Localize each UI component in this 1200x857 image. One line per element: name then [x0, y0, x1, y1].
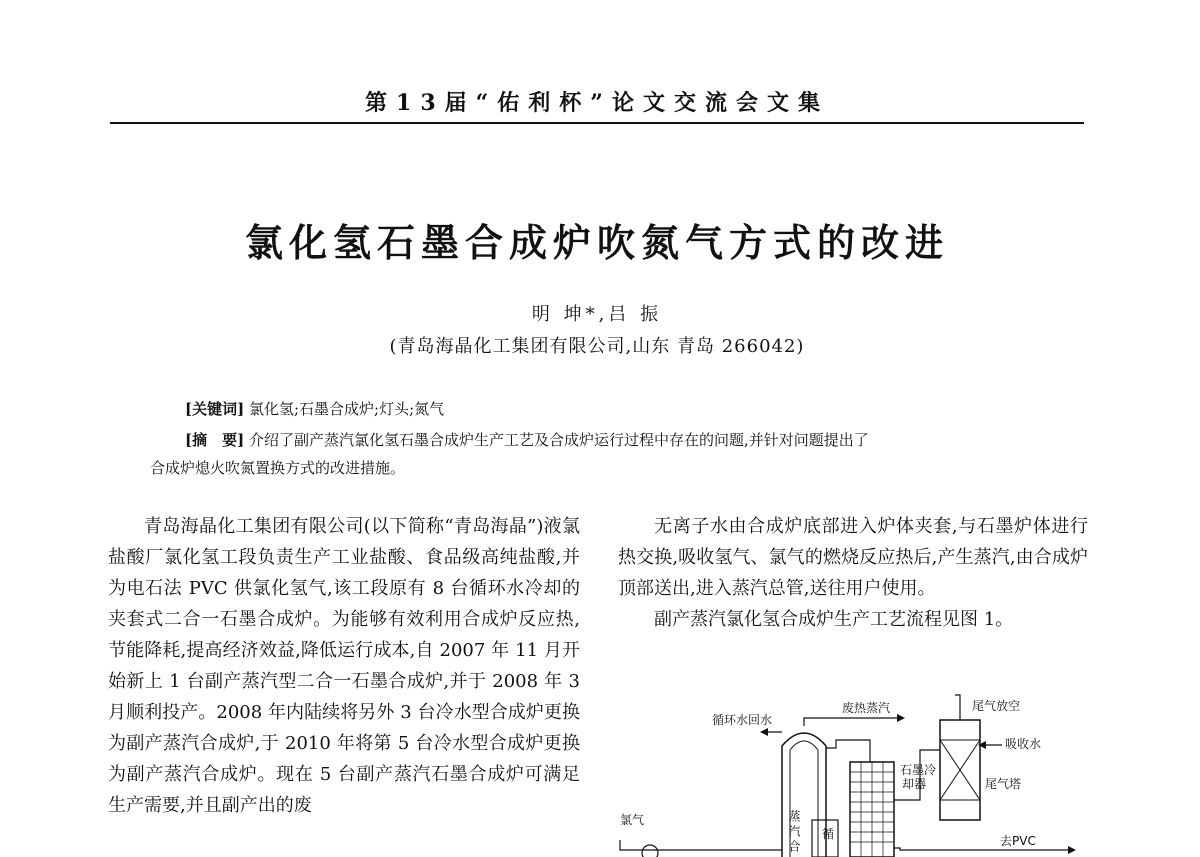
label-tail-gas-tower: 尾气塔 — [985, 777, 1022, 791]
right-paragraph-2: 副产蒸汽氯化氢合成炉生产工艺流程见图 1。 — [654, 609, 1014, 630]
right-paragraph-1: 无离子水由合成炉底部进入炉体夹套,与石墨炉体进行热交换,吸收氢气、氯气的燃烧反应热后,产生蒸汽,由合成炉顶部送出,进入蒸汽总管,送往用户使用。 — [618, 516, 1088, 599]
label-absorption-water: 吸收水 — [1005, 737, 1042, 751]
chlorine-valve — [642, 845, 658, 857]
article-title: 氯化氢石墨合成炉吹氮气方式的改进 — [244, 220, 949, 265]
label-graphite-cooler-2: 却器 — [902, 777, 927, 791]
steam-arrow — [897, 714, 905, 722]
water-return-arrow — [760, 728, 768, 736]
running-head: 第13届“佑利杯”论文交流会文集 — [365, 90, 829, 116]
label-waste-heat-steam: 废热蒸汽 — [842, 701, 891, 715]
label-chlorine: 氯气 — [620, 813, 645, 827]
gas-line — [826, 740, 870, 762]
abstract-line-1 — [185, 429, 869, 450]
process-flow-diagram — [600, 690, 1100, 857]
abstract-label: [摘 要] — [185, 431, 245, 449]
label-graphite-cooler-1: 石墨冷 — [900, 763, 937, 777]
label-circulation: 循 — [822, 827, 835, 841]
keywords-line — [185, 398, 444, 419]
label-tail-gas-vent: 尾气放空 — [972, 699, 1021, 713]
article-authors: 明 坤*,吕 振 — [531, 304, 663, 325]
left-column — [108, 511, 580, 821]
abstract-line-2: 合成炉熄火吹氮置换方式的改进措施。 — [150, 459, 406, 477]
absorption-water-arrow — [978, 741, 986, 749]
vent-line — [955, 695, 960, 720]
steam-line — [804, 718, 900, 726]
header-rule — [110, 122, 1084, 124]
chlorine-line — [620, 840, 782, 850]
label-circulating-water-return: 循环水回水 — [712, 713, 773, 727]
pvc-arrow — [1068, 846, 1076, 854]
article-affiliation: (青岛海晶化工集团有限公司,山东 青岛 266042) — [389, 336, 805, 357]
cooler-grid — [850, 762, 894, 857]
keywords-text: 氯化氢;石墨合成炉;灯头;氮气 — [248, 400, 445, 418]
label-to-pvc: 去PVC — [1000, 834, 1036, 848]
label-steam-synth: 蒸汽合 — [787, 810, 801, 855]
left-paragraph: 青岛海晶化工集团有限公司(以下简称“青岛海晶”)液氯盐酸厂氯化氢工段负责生产工业盐酸、食品级高纯盐酸,并为电石法 PVC 供氯化氢气,该工段原有 8 台循环水冷却的夹套式二合一石墨合成炉。为能够有效利用合成炉反应热,节能降耗,提高经济效益,降低运行成本,自 2007 年 11 月开始新上 1 台副产蒸汽型二合一石墨合成炉,并于 2008 年 3 月顺利投产。2008 年内陆续将另外 3 台冷水型合成炉更换为副产蒸汽合成炉,于 2010 年将第 5 台冷水型合成炉更换为副产蒸汽合成炉。现在 5 台副产蒸汽石墨合成炉可满足生产需要,并且副产出的废 — [108, 516, 580, 816]
tower-packing — [940, 740, 980, 800]
right-column — [618, 511, 1088, 635]
abstract-text-1: 介绍了副产蒸汽氯化氢石墨合成炉生产工艺及合成炉运行过程中存在的问题,并针对问题提出了 — [248, 431, 869, 449]
pvc-line — [894, 848, 1070, 850]
keywords-label: [关键词] — [185, 400, 245, 418]
